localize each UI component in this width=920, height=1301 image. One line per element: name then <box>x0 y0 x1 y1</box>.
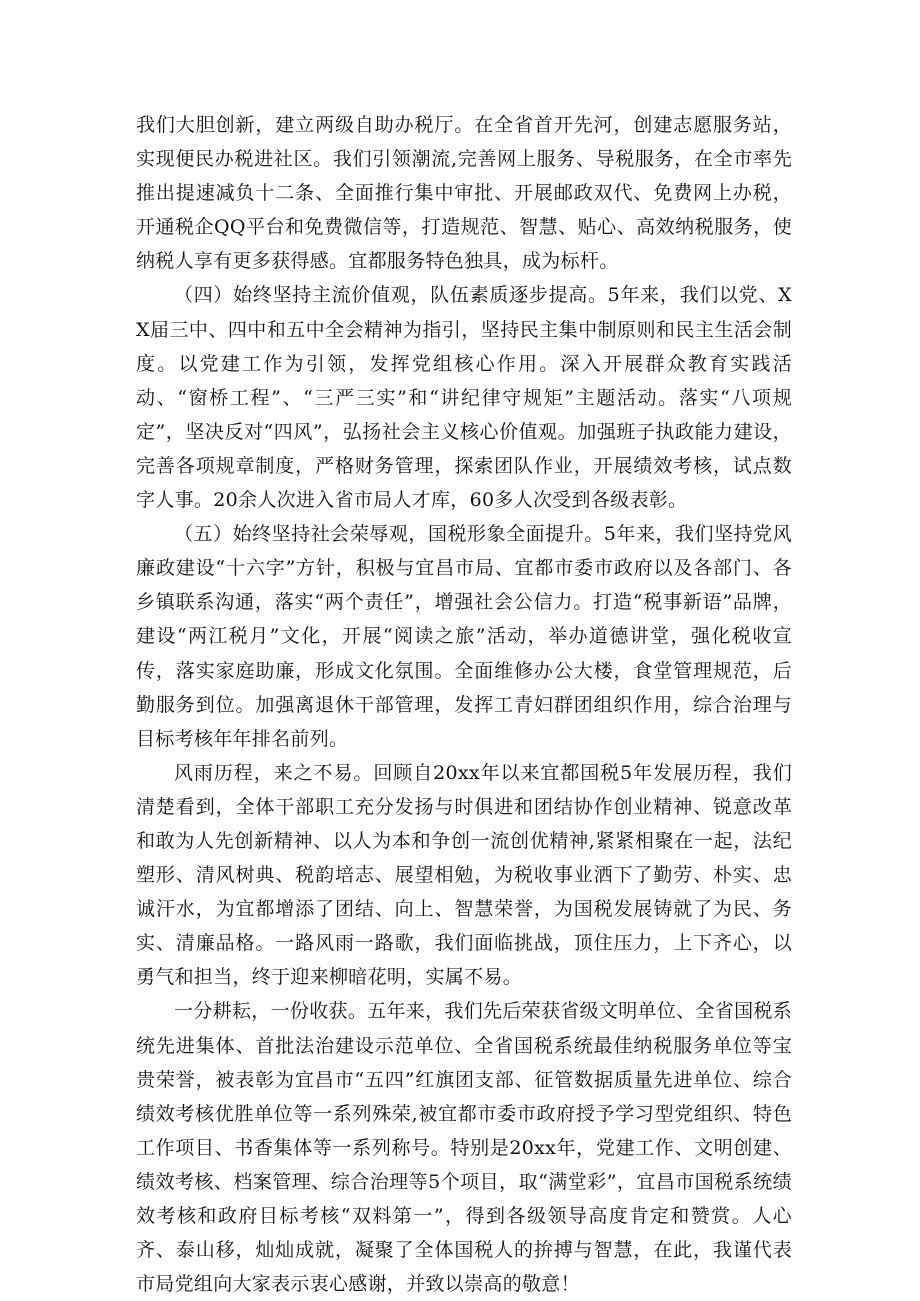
paragraph-3: （五）始终坚持社会荣辱观，国税形象全面提升。5年来，我们坚持党风廉政建设“十六字”方针，积极与宜昌市局、宜都市委市政府以及各部门、各乡镇联系沟通，落实“两个责任”，增强社会公信力。打造“税事新语”品牌，建设“两江税月”文化，开展“阅读之旅”活动，举办道德讲堂，强化税收宣传，落实家庭助廉，形成文化氛围。全面维修办公大楼，食堂管理规范，后勤服务到位。加强离退休干部管理，发挥工青妇群团组织作用，综合治理与目标考核年年排名前列。 <box>136 523 792 750</box>
document-body <box>136 108 792 1301</box>
paragraph-1: 我们大胆创新，建立两级自助办税厅。在全省首开先河，创建志愿服务站，实现便民办税进社区。我们引领潮流,完善网上服务、导税服务，在全市率先推出提速减负十二条、全面推行集中审批、开展邮政双代、免费网上办税，开通税企QQ平台和免费微信等，打造规范、智慧、贴心、高效纳税服务，使纳税人享有更多获得感。宜都服务特色独具，成为标杆。 <box>136 114 792 273</box>
paragraph-4: 风雨历程，来之不易。回顾自20xx年以来宜都国税5年发展历程，我们清楚看到，全体干部职工充分发扬与时俱进和团结协作创业精神、锐意改革和敢为人先创新精神、以人为本和争创一流创优精神,紧紧相聚在一起，法纪塑形、清风树典、税韵培志、展望相勉，为税收事业洒下了勤劳、朴实、忠诚汗水，为宜都增添了团结、向上、智慧荣誉，为国税发展铸就了为民、务实、清廉品格。一路风雨一路歌，我们面临挑战，顶住压力，上下齐心，以勇气和担当，终于迎来柳暗花明，实属不易。 <box>136 761 792 989</box>
paragraph-2: （四）始终坚持主流价值观，队伍素质逐步提高。5年来，我们以党、XX届三中、四中和五中全会精神为指引，坚持民主集中制原则和民主生活会制度。以党建工作为引领，发挥党组核心作用。深入开展群众教育实践活动、“窗桥工程”、“三严三实”和“讲纪律守规矩”主题活动。落实“八项规定”，坚决反对“四风”，弘扬社会主义核心价值观。加强班子执政能力建设，完善各项规章制度，严格财务管理，探索团队作业，开展绩效考核，试点数字人事。20余人次进入省市局人才库，60多人次受到各级表彰。 <box>136 284 792 512</box>
paragraph-5: 一分耕耘，一份收获。五年来，我们先后荣获省级文明单位、全省国税系统先进集体、首批法治建设示范单位、全省国税系统最佳纳税服务单位等宝贵荣誉，被表彰为宜昌市“五四”红旗团支部、征管数据质量先进单位、综合绩效考核优胜单位等一系列殊荣,被宜都市委市政府授予学习型党组织、特色工作项目、书香集体等一系列称号。特别是20xx年，党建工作、文明创建、绩效考核、档案管理、综合治理等5个项目，取“满堂彩”，宜昌市国税系统绩效考核和政府目标考核“双料第一”，得到各级领导高度肯定和赞赏。人心齐、泰山移，灿灿成就，凝聚了全体国税人的拚搏与智慧，在此，我谨代表市局党组向大家表示衷心感谢，并致以崇高的敬意！ <box>136 1000 792 1296</box>
